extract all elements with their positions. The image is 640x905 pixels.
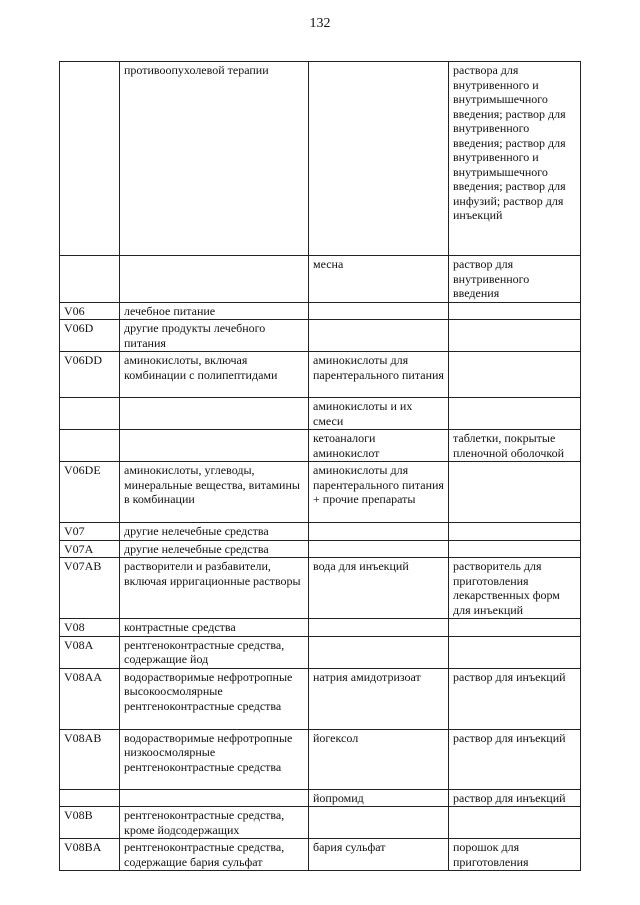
drug-name-cell: вода для инъекций	[309, 558, 449, 619]
drug-name-cell: натрия амидотризоат	[309, 668, 449, 729]
dosage-form-cell	[449, 320, 581, 352]
dosage-form-cell: растворитель для приготовления лекарственных форм для инъекций	[449, 558, 581, 619]
drug-name-cell: аминокислоты и их смеси	[309, 398, 449, 430]
pharm-group-cell: рентгеноконтрастные средства, содержащие йод	[120, 636, 309, 668]
atc-code-cell	[60, 62, 120, 256]
table-row	[60, 789, 581, 807]
dosage-form-cell	[449, 352, 581, 398]
dosage-form-cell	[449, 540, 581, 558]
table-row	[60, 302, 581, 320]
pharm-group-cell: водорастворимые нефротропные высокоосмолярные рентгеноконтрастные средства	[120, 668, 309, 729]
drug-name-cell	[309, 540, 449, 558]
pharm-group-cell: противоопухолевой терапии	[120, 62, 309, 256]
atc-code-cell	[60, 256, 120, 303]
table-row	[60, 668, 581, 729]
dosage-form-cell	[449, 636, 581, 668]
drug-name-cell	[309, 636, 449, 668]
drug-name-cell	[309, 302, 449, 320]
dosage-form-cell: раствор для инъекций	[449, 789, 581, 807]
pharm-group-cell: другие нелечебные средства	[120, 540, 309, 558]
dosage-form-cell	[449, 807, 581, 839]
atc-code-cell	[60, 789, 120, 807]
dosage-form-cell	[449, 462, 581, 523]
pharm-group-cell: другие продукты лечебного питания	[120, 320, 309, 352]
dosage-form-cell	[449, 619, 581, 637]
pharm-group-cell	[120, 398, 309, 430]
table-row	[60, 256, 581, 303]
pharm-group-cell: рентгеноконтрастные средства, кроме йодсодержащих	[120, 807, 309, 839]
dosage-form-cell	[449, 523, 581, 541]
atc-code-cell	[60, 430, 120, 462]
drug-name-cell	[309, 619, 449, 637]
dosage-form-cell	[449, 398, 581, 430]
atc-code-cell	[60, 398, 120, 430]
dosage-form-cell	[449, 302, 581, 320]
dosage-form-cell: порошок для приготовления	[449, 839, 581, 871]
table-row	[60, 430, 581, 462]
atc-code-cell: V08B	[60, 807, 120, 839]
atc-code-cell: V06D	[60, 320, 120, 352]
atc-code-cell: V07A	[60, 540, 120, 558]
dosage-form-cell: раствор для внутривенного введения	[449, 256, 581, 303]
table-row	[60, 839, 581, 871]
table-row	[60, 807, 581, 839]
dosage-form-cell: раствора для внутривенного и внутримышечного введения; раствор для внутривенного введения; раствор для внутривенного и внутримышечного введения; раствор для инфузий; раствор для инъекций	[449, 62, 581, 256]
table-row	[60, 558, 581, 619]
atc-code-cell: V08AA	[60, 668, 120, 729]
table-row	[60, 729, 581, 789]
table-row	[60, 398, 581, 430]
atc-code-cell: V06	[60, 302, 120, 320]
drug-name-cell	[309, 523, 449, 541]
atc-code-cell: V08A	[60, 636, 120, 668]
pharm-group-cell: рентгеноконтрастные средства, содержащие бария сульфат	[120, 839, 309, 871]
atc-code-cell: V06DE	[60, 462, 120, 523]
table-row	[60, 619, 581, 637]
table-row	[60, 636, 581, 668]
drug-name-cell: йогексол	[309, 729, 449, 789]
table-row	[60, 62, 581, 256]
dosage-form-cell: раствор для инъекций	[449, 668, 581, 729]
table-row	[60, 320, 581, 352]
drug-registry-table	[59, 61, 581, 871]
pharm-group-cell	[120, 256, 309, 303]
page-number: 132	[309, 16, 331, 31]
pharm-group-cell	[120, 430, 309, 462]
table-row	[60, 352, 581, 398]
table-row	[60, 523, 581, 541]
drug-name-cell: месна	[309, 256, 449, 303]
pharm-group-cell: аминокислоты, углеводы, минеральные вещества, витамины в комбинации	[120, 462, 309, 523]
atc-code-cell: V08BA	[60, 839, 120, 871]
table-row	[60, 462, 581, 523]
atc-code-cell: V06DD	[60, 352, 120, 398]
pharm-group-cell: лечебное питание	[120, 302, 309, 320]
pharm-group-cell: водорастворимые нефротропные низкоосмолярные рентгеноконтрастные средства	[120, 729, 309, 789]
atc-code-cell: V08AB	[60, 729, 120, 789]
pharm-group-cell	[120, 789, 309, 807]
table-row	[60, 540, 581, 558]
drug-name-cell: аминокислоты для парентерального питания + прочие препараты	[309, 462, 449, 523]
atc-code-cell: V08	[60, 619, 120, 637]
drug-name-cell: йопромид	[309, 789, 449, 807]
atc-code-cell: V07AB	[60, 558, 120, 619]
drug-name-cell	[309, 320, 449, 352]
pharm-group-cell: растворители и разбавители, включая ирригационные растворы	[120, 558, 309, 619]
pharm-group-cell: контрастные средства	[120, 619, 309, 637]
drug-name-cell	[309, 807, 449, 839]
drug-name-cell	[309, 62, 449, 256]
drug-name-cell: бария сульфат	[309, 839, 449, 871]
dosage-form-cell: таблетки, покрытые пленочной оболочкой	[449, 430, 581, 462]
atc-code-cell: V07	[60, 523, 120, 541]
dosage-form-cell: раствор для инъекций	[449, 729, 581, 789]
drug-name-cell: кетоаналоги аминокислот	[309, 430, 449, 462]
pharm-group-cell: другие нелечебные средства	[120, 523, 309, 541]
drug-name-cell: аминокислоты для парентерального питания	[309, 352, 449, 398]
pharm-group-cell: аминокислоты, включая комбинации с полипептидами	[120, 352, 309, 398]
